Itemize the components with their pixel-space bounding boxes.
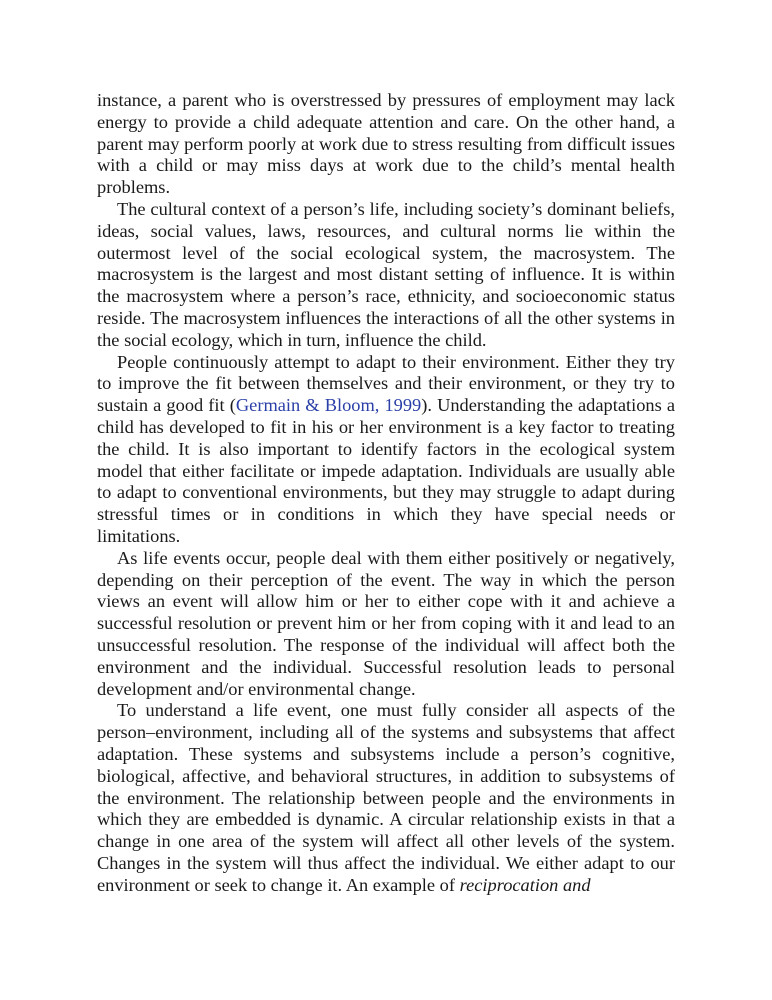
citation-link[interactable]: Germain & Bloom, 1999: [235, 395, 422, 416]
paragraph-5: [97, 700, 675, 896]
paragraph-3-text-after: ). Understanding the adaptations a child has developed to fit in his or her environment is a key factor to treating the child. It is also important to identify factors in the ecological system model that either facilitate or impede adaptation. Individuals are usually able to adapt to conventional environments, but they may struggle to adapt during stressful times or in conditions in which they have special needs or limitations.: [97, 395, 676, 546]
paragraph-4: As life events occur, people deal with them either positively or negatively, depending on their perception of the event. The way in which the person views an event will allow him or her to either cope with it and achieve a successful resolution or prevent him or her from coping with it and lead to an unsuccessful resolution. The response of the individual will affect both the environment and the individual. Successful resolution leads to personal development and/or environmental change.: [97, 547, 675, 699]
document-page: [97, 90, 675, 896]
italic-term: reciprocation and: [459, 874, 591, 895]
paragraph-3-text-before: People continuously attempt to adapt to their environment. Either they try to improve the fit between themselves and their environment, or they try to sustain a good fit (: [97, 351, 675, 416]
paragraph-1: instance, a parent who is overstressed by pressures of employment may lack energy to provide a child adequate attention and care. On the other hand, a parent may perform poorly at work due to stress resulting from difficult issues with a child or may miss days at work due to the child’s mental health problems.: [97, 90, 675, 198]
paragraph-2: The cultural context of a person’s life, including society’s dominant beliefs, ideas, social values, laws, resources, and cultural norms lie within the outermost level of the social ecological system, the macrosystem. The macrosystem is the largest and most distant setting of influence. It is within the macrosystem where a person’s race, ethnicity, and socioeconomic status reside. The macrosystem influences the interactions of all the other systems in the social ecology, which in turn, influence the child.: [97, 198, 675, 350]
paragraph-5-text-before: To understand a life event, one must fully consider all aspects of the person–environment, including all of the systems and subsystems that affect adaptation. These systems and subsystems include a person’s cognitive, biological, affective, and behavioral structures, in addition to subsystems of the environment. The relationship between people and the environments in which they are embedded is dynamic. A circular relationship exists in that a change in one area of the system will affect all other levels of the system. Changes in the system will thus affect the individual. We either adapt to our environment or seek to change it. An example of: [97, 700, 675, 895]
paragraph-3: [97, 352, 675, 548]
